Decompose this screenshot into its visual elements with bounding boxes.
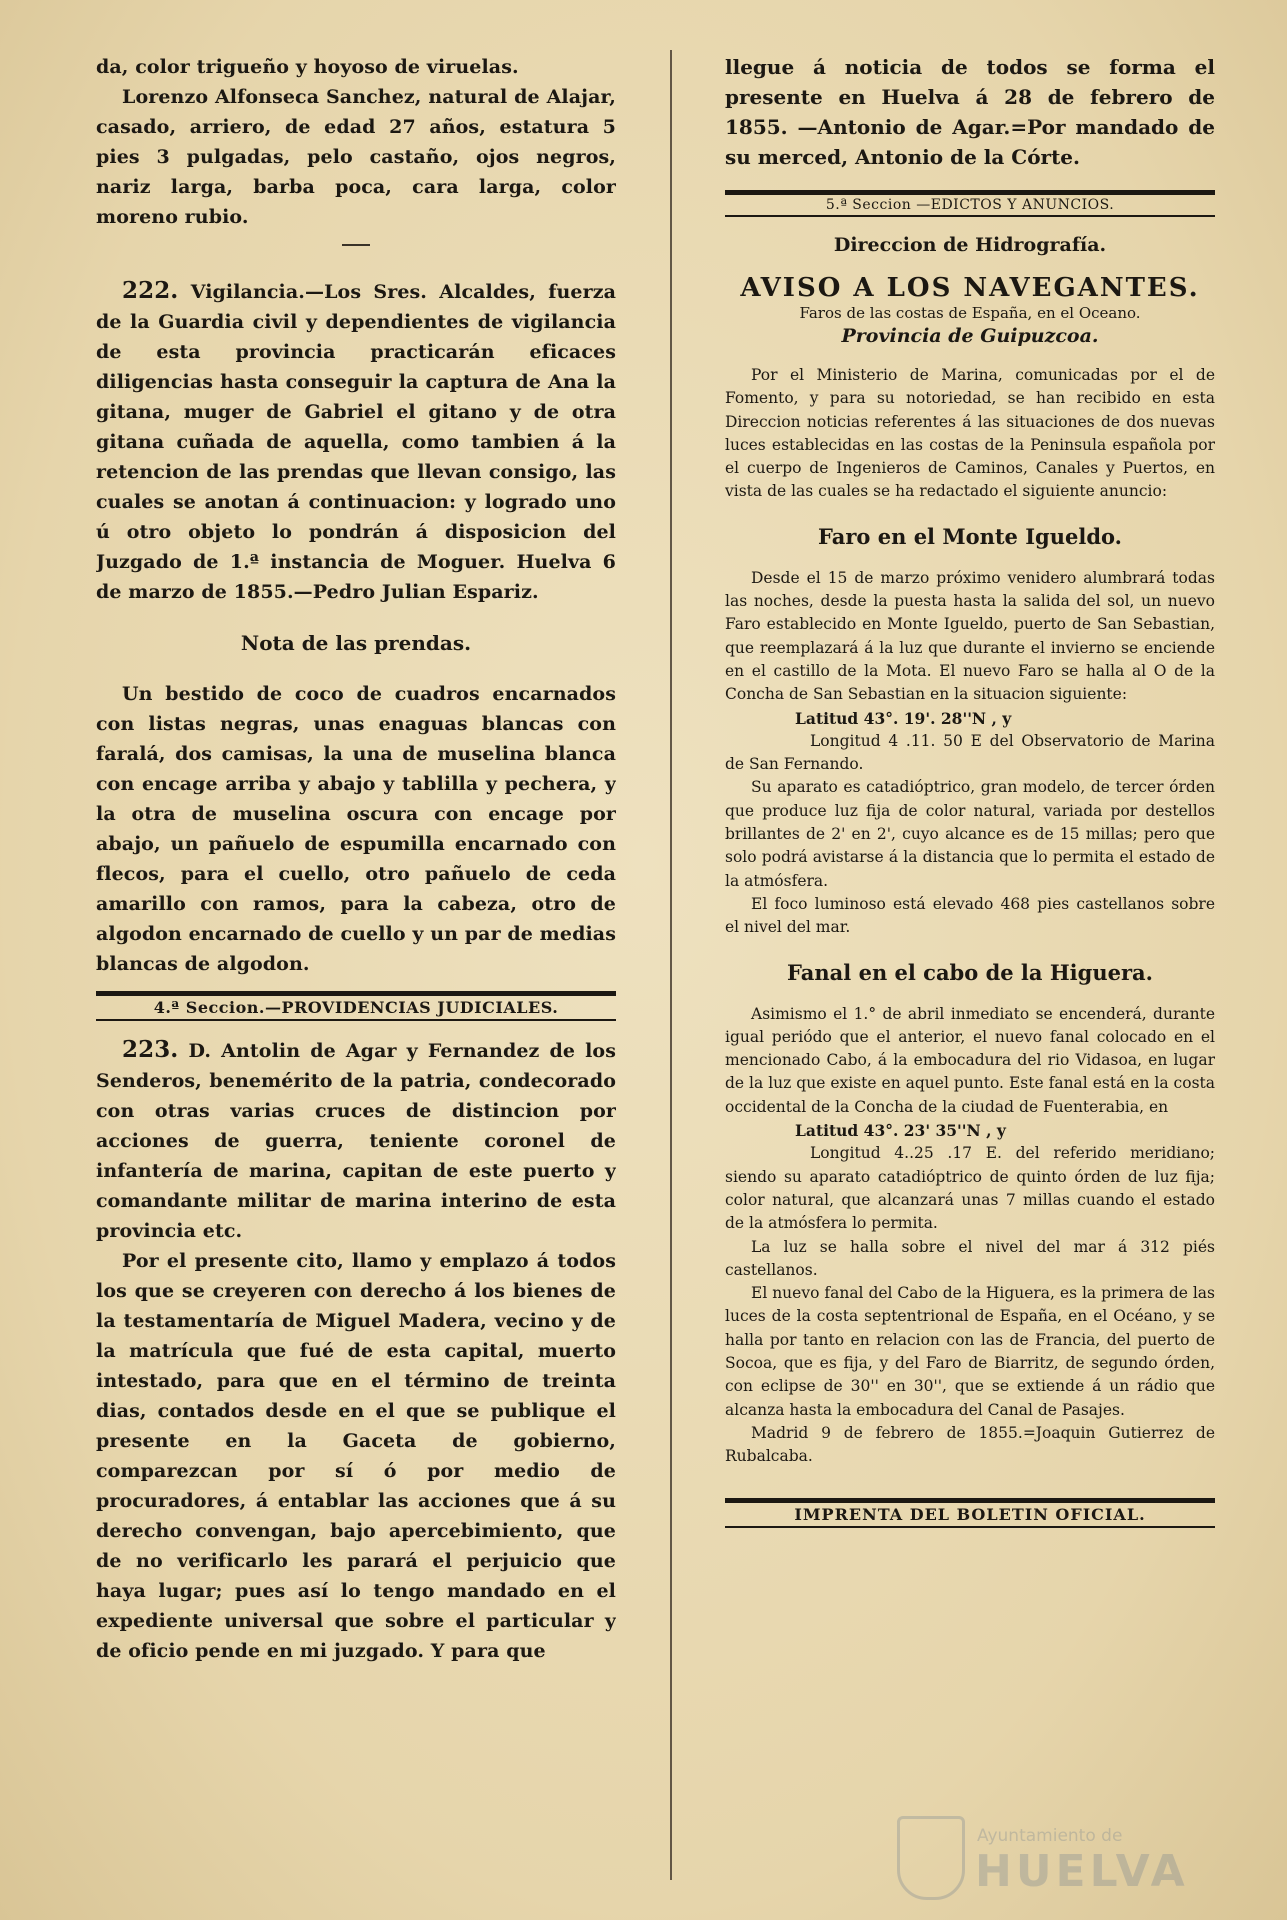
notice-number: 223.	[122, 1036, 179, 1063]
text-paragraph: El foco luminoso está elevado 468 pies castellanos sobre el nivel del mar.	[725, 894, 1215, 937]
watermark-text: Ayuntamiento de	[977, 1826, 1123, 1846]
text-paragraph: Su aparato es catadióptrico, gran modelo, de tercer órden que produce luz fija de color natural, variada por destellos brillantes de 2' en 2', cuyo alcance es de 15 millas; pero que solo podrá avistarse á la distancia que lo permita el estado de la atmósfera.	[725, 778, 1215, 890]
text-paragraph: Asimismo el 1.° de abril inmediato se encenderá, durante igual periódo que el anterior, el nuevo fanal colocado en el mencionado Cabo, á la embocadura del rio Vidasoa, en lugar de la luz que existe en aquel punto. Este fanal está en la costa occidental de la Concha de la ciudad de Fuenterabia, en	[725, 1004, 1215, 1116]
subheading: Fanal en el cabo de la Higuera.	[787, 959, 1153, 985]
coat-of-arms-icon	[897, 1816, 965, 1900]
text-paragraph: La luz se halla sobre el nivel del mar á 312 piés castellanos.	[725, 1237, 1215, 1279]
archive-watermark	[897, 1812, 1217, 1902]
notice-text: D. Antolin de Agar y Fernandez de los Senderos, benemérito de la patria, condecorado con otras varias cruces de distincion por acciones de guerra, teniente coronel de infantería de marina, capitan de este puerto y comandante militar de marina interino de esta provincia etc.	[96, 1040, 616, 1242]
text-paragraph: llegue á noticia de todos se forma el presente en Huelva á 28 de febrero de 1855. —Antonio de Agar.=Por mandado de su merced, Antonio de la Córte.	[725, 55, 1215, 169]
nota-heading: Nota de las prendas.	[240, 631, 472, 655]
subheading: Faro en el Monte Igueldo.	[818, 523, 1122, 549]
text-paragraph: Por el Ministerio de Marina, comunicadas por el de Fomento, y para su notoriedad, se han recibido en esta Direccion noticias referentes á las situaciones de dos nuevas luces establecidas en las costas de la Peninsula española por el cuerpo de Ingenieros de Caminos, Canales y Puertos, en vista de las cuales se ha redactado el siguiente anuncio:	[725, 366, 1215, 501]
separator-rule	[342, 244, 370, 246]
text-paragraph: Longitud 4..25 .17 E. del referido meridiano; siendo su aparato catadióptrico de quinto órden de luz fija; color natural, que alcanzará unas 7 millas cuando el estado de la atmósfera lo permita.	[725, 1144, 1215, 1233]
text-paragraph: Lorenzo Alfonseca Sanchez, natural de Alajar, casado, arriero, de edad 27 años, estatura 5 pies 3 pulgadas, pelo castaño, ojos negros, nariz larga, barba poca, cara larga, color moreno rubio.	[96, 86, 616, 228]
printer-footer: IMPRENTA DEL BOLETIN OFICIAL.	[725, 1498, 1215, 1528]
notice-title: Direccion de Hidrografía.	[833, 234, 1107, 256]
left-column	[96, 52, 616, 1890]
watermark-text: HUELVA	[975, 1846, 1189, 1897]
text-paragraph: Un bestido de coco de cuadros encarnados con listas negras, unas enaguas blancas con faralá, dos camisas, la una de muselina blanca con encage arriba y abajo y tablilla y pechera, y la otra de muselina oscura con encage por abajo, un pañuelo de espumilla encarnado con flecos, para el cuello, otro pañuelo de ceda amarillo con ramos, para la cabeza, otro de algodon encarnado de cuello y un par de medias blancas de algodon.	[96, 683, 616, 975]
text-paragraph: Desde el 15 de marzo próximo venidero alumbrará todas las noches, desde la puesta hasta la salida del sol, un nuevo Faro establecido en Monte Igueldo, puerto de San Sebastian, que reemplazará á la luz que durante el invierno se enciende en el castillo de la Mota. El nuevo Faro se halla al O de la Concha de San Sebastian en la situacion siguiente:	[725, 568, 1215, 704]
coordinates-line: Longitud 4 .11. 50 E del Observatorio de Marina de San Fernando.	[725, 731, 1215, 774]
notice-province: Provincia de Guipuzcoa.	[841, 325, 1099, 347]
notice-text: Vigilancia.—Los Sres. Alcaldes, fuerza de la Guardia civil y dependientes de vigilancia de esta provincia practicarán eficaces diligencias hasta conseguir la captura de Ana la gitana, muger de Gabriel el gitano y de otra gitana cuñada de aquella, como tambien á la retencion de las prendas que llevan consigo, las cuales se anotan á continuacion: y logrado uno ú otro objeto lo pondrán á disposicion del Juzgado de 1.ª instancia de Moguer. Huelva 6 de marzo de 1855.—Pedro Julian Espariz.	[96, 281, 616, 603]
text-paragraph: Por el presente cito, llamo y emplazo á todos los que se creyeren con derecho á los bienes de la testamentaría de Miguel Madera, vecino y de la matrícula que fué de esta capital, muerto intestado, para que en el término de treinta dias, contados desde en el que se publique el presente en la Gaceta de gobierno, comparezcan por sí ó por medio de procuradores, á entablar las acciones que á su derecho convengan, bajo apercebimiento, que de no verificarlo les parará el perjuicio que haya lugar; pues así lo tengo mandado en el expediente universal que sobre el particular y de oficio pende en mi juzgado. Y para que	[96, 1250, 616, 1662]
section-heading: 4.ª Seccion.—PROVIDENCIAS JUDICIALES.	[96, 991, 616, 1021]
column-divider	[670, 50, 672, 1880]
notice-223	[96, 1035, 616, 1246]
section-heading: 5.ª Seccion —EDICTOS Y ANUNCIOS.	[725, 190, 1215, 217]
notice-title-main: AVISO A LOS NAVEGANTES.	[740, 273, 1200, 303]
right-column	[725, 52, 1215, 1890]
text-paragraph: da, color trigueño y hoyoso de viruelas.	[96, 56, 519, 78]
coordinates-line: Latitud 43°. 19'. 28''N , y	[795, 708, 1012, 728]
notice-subtitle: Faros de las costas de España, en el Oceano.	[799, 304, 1141, 322]
coordinates-line: Latitud 43°. 23' 35''N , y	[795, 1121, 1006, 1141]
notice-number: 222.	[122, 277, 179, 304]
notice-222	[96, 276, 616, 607]
signature-line: Madrid 9 de febrero de 1855.=Joaquin Gutierrez de Rubalcaba.	[725, 1423, 1215, 1466]
text-paragraph: El nuevo fanal del Cabo de la Higuera, es la primera de las luces de la costa septentrional de España, en el Océano, y se halla por tanto en relacion con las de Francia, del puerto de Socoa, que es fija, y del Faro de Biarritz, de segundo órden, con eclipse de 30'' en 30'', que se extiende á un rádio que alcanza hasta la embocadura del Canal de Pasajes.	[725, 1284, 1215, 1419]
